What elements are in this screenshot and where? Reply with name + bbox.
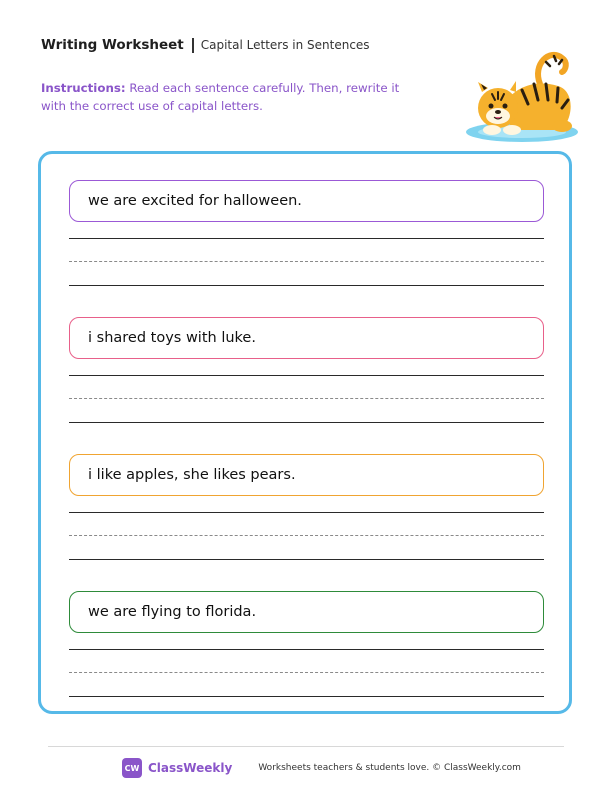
sentence-box: i like apples, she likes pears.	[69, 454, 544, 496]
page-title: Writing Worksheet	[41, 37, 184, 53]
writing-line-top[interactable]	[69, 512, 544, 513]
title-divider	[192, 38, 194, 53]
writing-line-mid[interactable]	[69, 261, 544, 262]
writing-line-top[interactable]	[69, 375, 544, 376]
writing-line-top[interactable]	[69, 649, 544, 650]
instructions-label: Instructions:	[41, 81, 126, 95]
footer-tagline: Worksheets teachers & students love. © ClassWeekly.com	[258, 763, 521, 773]
classweekly-logo: CW	[122, 758, 142, 778]
writing-line-base[interactable]	[69, 696, 544, 697]
sentence-box: we are flying to florida.	[69, 591, 544, 633]
writing-line-top[interactable]	[69, 238, 544, 239]
writing-line-base[interactable]	[69, 422, 544, 423]
sentence-box: i shared toys with luke.	[69, 317, 544, 359]
writing-line-mid[interactable]	[69, 672, 544, 673]
writing-line-base[interactable]	[69, 559, 544, 560]
tiger-icon	[462, 44, 584, 148]
page-subtitle: Capital Letters in Sentences	[200, 38, 370, 52]
sentence-box: we are excited for halloween.	[69, 180, 544, 222]
footer-divider	[48, 746, 564, 747]
writing-line-mid[interactable]	[69, 535, 544, 536]
writing-line-mid[interactable]	[69, 398, 544, 399]
writing-line-base[interactable]	[69, 285, 544, 286]
footer	[122, 758, 521, 778]
instructions-text: Read each sentence carefully. Then, rewrite it with the correct use of capital letters.	[41, 81, 400, 113]
page-header	[41, 37, 370, 53]
instructions	[41, 79, 421, 115]
brand-name: ClassWeekly	[148, 761, 233, 775]
